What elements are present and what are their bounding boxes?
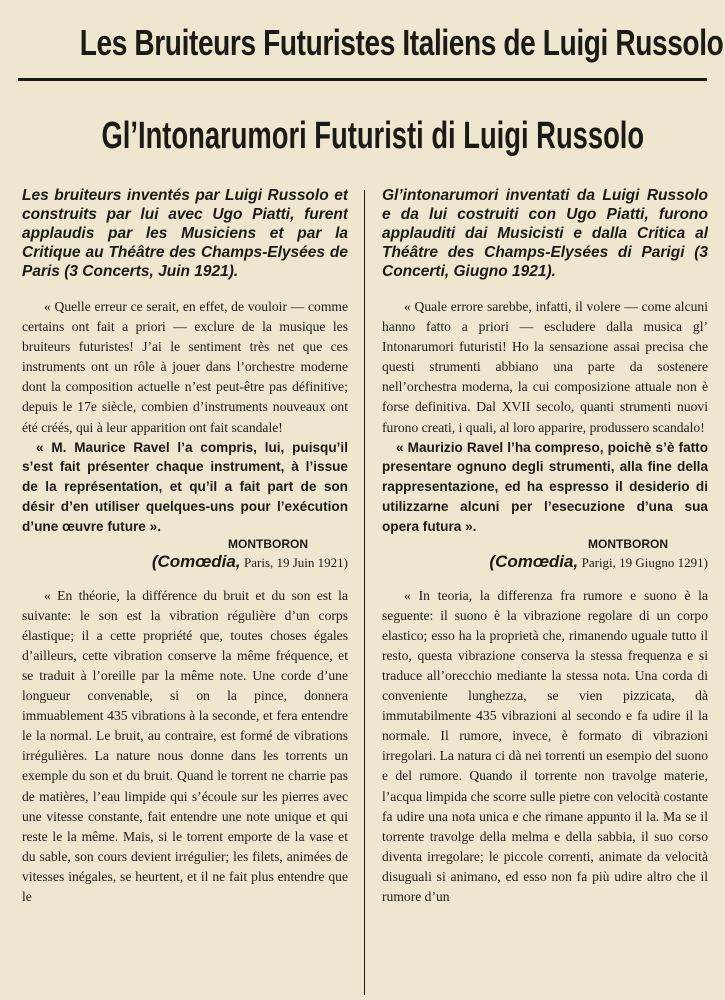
header-rule [18, 78, 707, 81]
italian-source-journal: (Comœdia, [489, 551, 579, 571]
italian-source-date: Parigi, 19 Giugno 1291) [581, 554, 708, 570]
french-source-journal: (Comœdia, [151, 551, 241, 571]
french-column [22, 186, 348, 996]
french-paragraph-1: « Quelle erreur ce serait, en effet, de vouloir — comme certains ont fait a priori — exclure de la musique les bruiteurs futuristes! J’ai le sentiment très net que ces instruments ont un rôle à jouer dans l’orchestre moderne dont la composition actuelle n’est peut-être pas définitive; depuis le 17e siècle, combien d’instruments nouveaux ont été créés, qui à leur apparition ont fait scandale! [22, 299, 348, 435]
page-headline: Les Bruiteurs Futuristes Italiens de Luigi Russolo [79, 22, 724, 63]
italian-lead: Gl’intonarumori inventati da Luigi Russolo e da lui costruiti con Ugo Piatti, furono applauditi dai Musicisti e dalla Critica al Théâtre des Champs-Elysées di Parigi (3 Concerti, Giugno 1921). [382, 187, 708, 280]
french-ravel-quote: « M. Maurice Ravel l’a compris, lui, puisqu’il s’est fait présenter chaque instrument, à l’issue de la représentation, et qu’il a fait part de son désir d’en utiliser quelques-uns pour l’exécution d’une œuvre future ». [22, 439, 348, 534]
french-signature: MONTBORON [228, 536, 308, 551]
italian-paragraph-1: « Quale errore sarebbe, infatti, il volere — come alcuni hanno fatto a priori — escludere dalla musica gl’ Intonarumori futuristi! Ho la sensazione assai precisa che questi strumenti abbiano una parte da sostenere nell’orchestra moderna, la cui composizione attuale non è forse definitiva. Dal XVII secolo, quanti strumenti nuovi furono creati, i quali, al loro apparire, produssero scandalo! [382, 299, 708, 435]
page-subtitle: Gl’Intonarumori Futuristi di Luigi Russolo [101, 115, 645, 157]
column-divider [364, 190, 365, 995]
french-source [22, 551, 348, 574]
italian-signature: MONTBORON [588, 536, 668, 551]
italian-ravel-quote: « Maurizio Ravel l’ha compreso, poichè s’è fatto presentare ognuno degli strumenti, alla fine della rappresentazione, ed ha espresso il desiderio di utilizzarne alcuni per l’esecuzione d’una sua opera futura ». [382, 439, 708, 534]
french-source-date: Paris, 19 Juin 1921) [244, 554, 348, 570]
french-lead: Les bruiteurs inventés par Luigi Russolo et construits par lui avec Ugo Piatti, furent applaudis par les Musiciens et par la Critique au Théâtre des Champs-Elysées de Paris (3 Concerts, Juin 1921). [22, 187, 348, 280]
italian-paragraph-2: « In teoria, la differenza fra rumore e suono è la seguente: il suono è la vibrazione regolare di un corpo elastico; esso ha la proprietà che, rimanendo uguale tutto il resto, questa vibrazione conserva la stessa frequenza e si traduce all’orecchio mediante la stessa nota. Una corda di conveniente lunghezza, se vien pizzicata, dà immutabilmente 435 vibrazioni al secondo e fa udire il la normale. Il rumore, invece, è formato di vibrazioni irregolari. La natura ci dà nei torrenti un esempio del suono e del rumore. Quando il torrente non travolge materie, l’acqua limpida che scorre sulle pietre con velocità costante fa udire una nota unica e che rimane appunto il la. Ma se il torrente travolge della melma e della sabbia, il suo corso diventa irregolare; le piccole correnti, animate da velocità disuguali si animano, ed esso non fa più udire altro che il rumore d’un [382, 587, 708, 905]
french-paragraph-2: « En théorie, la différence du bruit et du son est la suivante: le son est la vibration régulière d’un corps élastique; il a cette propriété que, toutes choses égales d’ailleurs, cette vibration conserve la même fréquence, et se traduit à l’oreille par la même note. Une corde d’une longueur convenable, si on la pince, donnera immuablement 435 vibrations à la seconde, et fera entendre le la normal. Le bruit, au contraire, est formé de vibrations irrégulières. La nature nous donne dans les torrents un exemple du son et du bruit. Quand le torrent ne charrie pas de matières, l’eau limpide qui s’écoule sur les pierres avec une vitesse constante, fait entendre une note unique et qui reste le la même. Mais, si le torrent emporte de la vase et du sable, son cours devient irrégulier; les filets, animées de vitesses inégales, se heurtent, et il ne fait plus entendre que le [22, 587, 348, 905]
italian-source [382, 551, 708, 574]
italian-column [382, 186, 708, 996]
